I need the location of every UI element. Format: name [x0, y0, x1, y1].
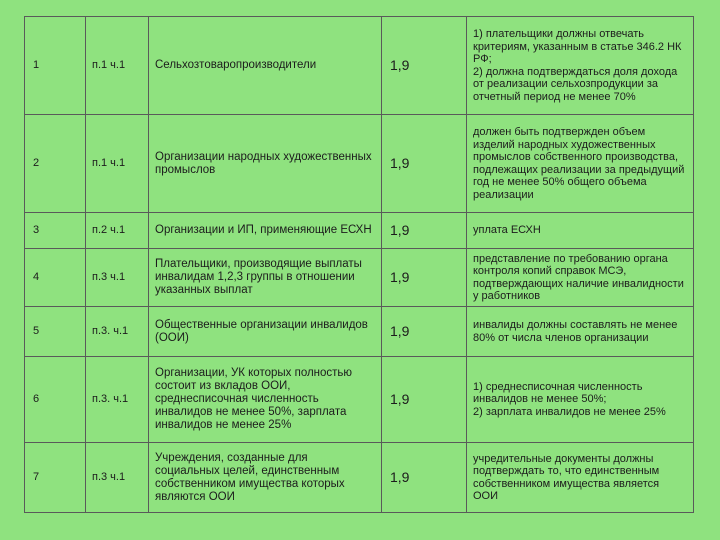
row-number: 4 [25, 249, 86, 307]
condition-text: инвалиды должны составлять не менее 80% от числа членов организации [473, 319, 678, 344]
condition-cell [467, 443, 694, 513]
payer-category: Сельхозтоваропроизводители [149, 17, 382, 115]
table-row [25, 17, 694, 115]
condition-cell [467, 17, 694, 115]
table-row [25, 249, 694, 307]
condition-cell [467, 357, 694, 443]
row-number: 6 [25, 357, 86, 443]
coefficient: 1,9 [382, 17, 467, 115]
table-row [25, 115, 694, 213]
benefits-table [24, 16, 694, 513]
row-number: 3 [25, 213, 86, 249]
condition-cell [467, 213, 694, 249]
condition-text: представление по требованию органа контроля копий справок МСЭ, подтверждающих наличие инвалидности у работников [473, 252, 684, 302]
table-row [25, 443, 694, 513]
legal-reference: п.3. ч.1 [86, 307, 149, 357]
table-row [25, 307, 694, 357]
condition-text: уплата ЕСХН [473, 224, 541, 237]
condition-text: 1) плательщики должны отвечать критериям, указанным в статье 346.2 НК РФ; 2) должна подтверждаться доля дохода от реализации сельхозпродукции за отчетный период не менее 70% [473, 28, 682, 103]
legal-reference: п.3 ч.1 [86, 249, 149, 307]
legal-reference: п.1 ч.1 [86, 17, 149, 115]
condition-cell [467, 307, 694, 357]
table-row [25, 213, 694, 249]
legal-reference: п.2 ч.1 [86, 213, 149, 249]
coefficient: 1,9 [382, 213, 467, 249]
condition-cell [467, 249, 694, 307]
coefficient: 1,9 [382, 357, 467, 443]
row-number: 2 [25, 115, 86, 213]
row-number: 5 [25, 307, 86, 357]
condition-text: учредительные документы должны подтверждать то, что единственным собственником имущества является ООИ [473, 452, 660, 502]
legal-reference: п.1 ч.1 [86, 115, 149, 213]
payer-category: Плательщики, производящие выплаты инвалидам 1,2,3 группы в отношении указанных выплат [149, 249, 382, 307]
row-number: 7 [25, 443, 86, 513]
coefficient: 1,9 [382, 115, 467, 213]
condition-text: должен быть подтвержден объем изделий народных художественных промыслов собственного производства, подлежащих реализации за предыдущий год не менее 50% общего объема реализации [473, 126, 685, 201]
legal-reference: п.3 ч.1 [86, 443, 149, 513]
legal-reference: п.3. ч.1 [86, 357, 149, 443]
row-number: 1 [25, 17, 86, 115]
payer-category: Общественные организации инвалидов (ООИ) [149, 307, 382, 357]
coefficient: 1,9 [382, 307, 467, 357]
payer-category: Организации народных художественных промыслов [149, 115, 382, 213]
payer-category: Учреждения, созданные для социальных целей, единственным собственником имущества которых являются ООИ [149, 443, 382, 513]
condition-cell [467, 115, 694, 213]
payer-category: Организации, УК которых полностью состоит из вкладов ООИ, среднесписочная численность инвалидов не менее 50%, зарплата инвалидов не менее 25% [149, 357, 382, 443]
condition-text: 1) среднесписочная численность инвалидов не менее 50%; 2) зарплата инвалидов не менее 25% [473, 380, 666, 418]
payer-category: Организации и ИП, применяющие ЕСХН [149, 213, 382, 249]
coefficient: 1,9 [382, 249, 467, 307]
coefficient: 1,9 [382, 443, 467, 513]
table-row [25, 357, 694, 443]
